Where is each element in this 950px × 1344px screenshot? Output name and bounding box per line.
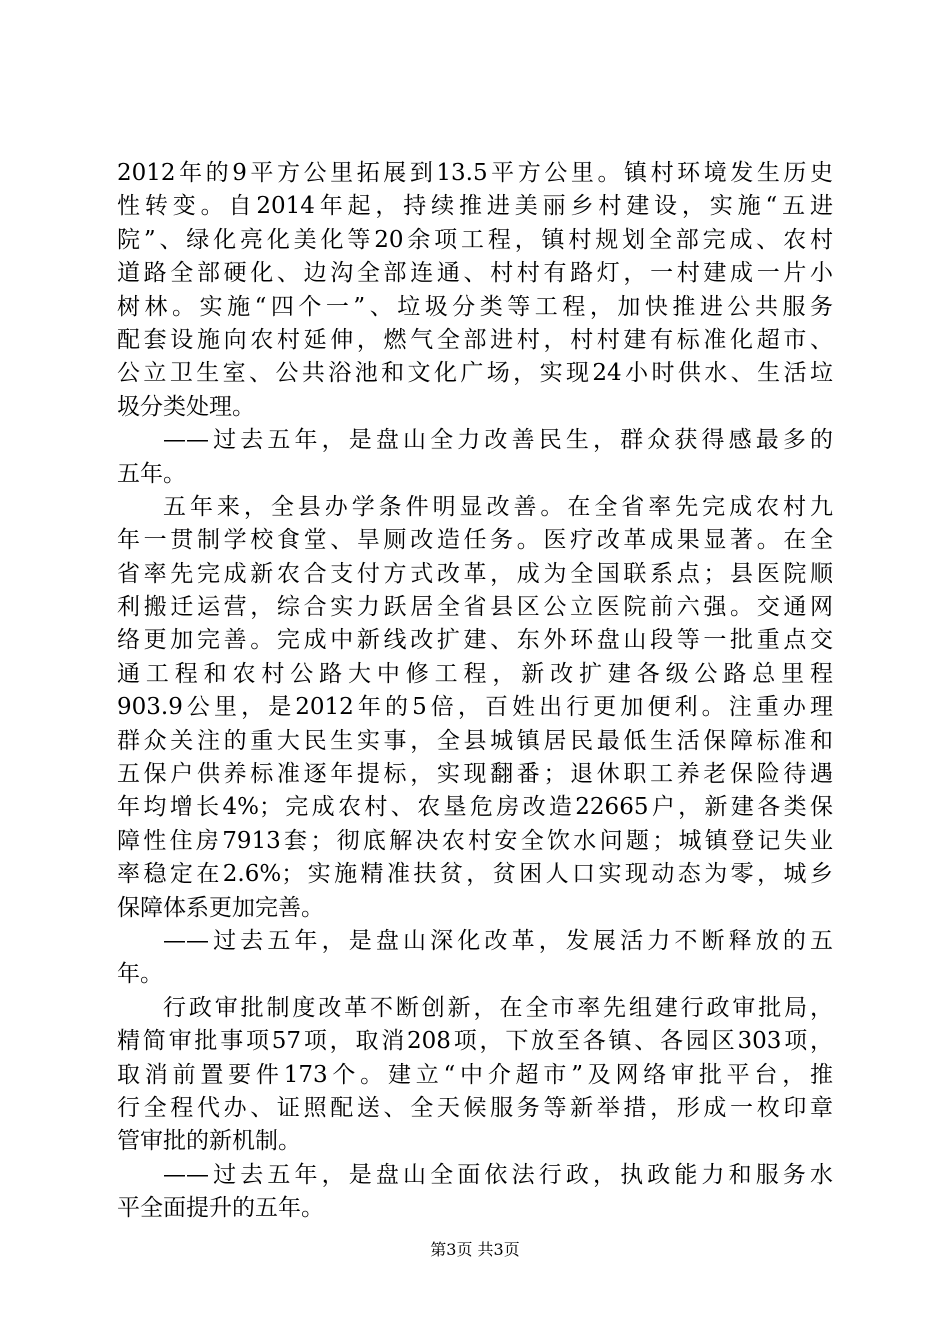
text-line: 公立卫生室、公共浴池和文化广场，实现24小时供水、生活垃 bbox=[117, 360, 833, 387]
text-line: 圾分类处理。 bbox=[117, 393, 255, 420]
text-line: 取消前置要件173个。建立“中介超市”及网络审批平台，推 bbox=[117, 1061, 833, 1088]
paragraph bbox=[117, 491, 833, 925]
paragraph bbox=[117, 925, 833, 992]
text-line: 精简审批事项57项，取消208项，下放至各镇、各园区303项， bbox=[117, 1028, 833, 1055]
text-line: 道路全部硬化、边沟全部连通、村村有路灯，一村建成一片小 bbox=[117, 260, 833, 287]
text-line: 行政审批制度改革不断创新，在全市率先组建行政审批局， bbox=[163, 994, 833, 1021]
text-line: 行全程代办、证照配送、全天候服务等新举措，形成一枚印章 bbox=[117, 1094, 833, 1121]
text-line: ——过去五年，是盘山全面依法行政，执政能力和服务水 bbox=[163, 1161, 833, 1188]
text-line: 年均增长4%；完成农村、农垦危房改造22665户，新建各类保 bbox=[117, 794, 833, 821]
text-line: 通工程和农村公路大中修工程，新改扩建各级公路总里程 bbox=[117, 660, 833, 687]
document-body bbox=[117, 157, 833, 1226]
text-line: 性转变。自2014年起，持续推进美丽乡村建设，实施“五进 bbox=[117, 193, 833, 220]
text-line: 率稳定在2.6%；实施精准扶贫，贫困人口实现动态为零，城乡 bbox=[117, 861, 833, 888]
paragraph bbox=[117, 424, 833, 491]
page-number: 第3页 共3页 bbox=[430, 1240, 520, 1259]
text-line: 障性住房7913套；彻底解决农村安全饮水问题；城镇登记失业 bbox=[117, 827, 833, 854]
text-line: 院”、绿化亮化美化等20余项工程，镇村规划全部完成、农村 bbox=[117, 226, 833, 253]
paragraph bbox=[117, 157, 833, 424]
page-footer bbox=[0, 1240, 950, 1260]
text-line: 2012年的9平方公里拓展到13.5平方公里。镇村环境发生历史 bbox=[117, 160, 833, 186]
text-line: 903.9公里，是2012年的5倍，百姓出行更加便利。注重办理 bbox=[117, 694, 833, 721]
text-line: 年。 bbox=[117, 961, 163, 988]
text-line: 管审批的新机制。 bbox=[117, 1128, 301, 1155]
text-line: 配套设施向农村延伸，燃气全部进村，村村建有标准化超市、 bbox=[117, 326, 833, 353]
text-line: 络更加完善。完成中新线改扩建、东外环盘山段等一批重点交 bbox=[117, 627, 833, 654]
text-line: 平全面提升的五年。 bbox=[117, 1195, 324, 1222]
paragraph bbox=[117, 1159, 833, 1226]
text-line: 年一贯制学校食堂、旱厕改造任务。医疗改革成果显著。在全 bbox=[117, 527, 833, 554]
text-line: ——过去五年，是盘山深化改革，发展活力不断释放的五 bbox=[163, 927, 833, 954]
text-line: 树林。实施“四个一”、垃圾分类等工程，加快推进公共服务 bbox=[117, 293, 833, 320]
text-line: 五保户供养标准逐年提标，实现翻番；退休职工养老保险待遇 bbox=[117, 761, 833, 788]
text-line: 五年来，全县办学条件明显改善。在全省率先完成农村九 bbox=[163, 493, 833, 520]
text-line: 五年。 bbox=[117, 460, 186, 487]
text-line: 省率先完成新农合支付方式改革，成为全国联系点；县医院顺 bbox=[117, 560, 833, 587]
text-line: ——过去五年，是盘山全力改善民生，群众获得感最多的 bbox=[163, 427, 833, 454]
paragraph bbox=[117, 992, 833, 1159]
text-line: 利搬迁运营，综合实力跃居全省县区公立医院前六强。交通网 bbox=[117, 594, 833, 621]
text-line: 保障体系更加完善。 bbox=[117, 894, 324, 921]
text-line: 群众关注的重大民生实事，全县城镇居民最低生活保障标准和 bbox=[117, 727, 833, 754]
